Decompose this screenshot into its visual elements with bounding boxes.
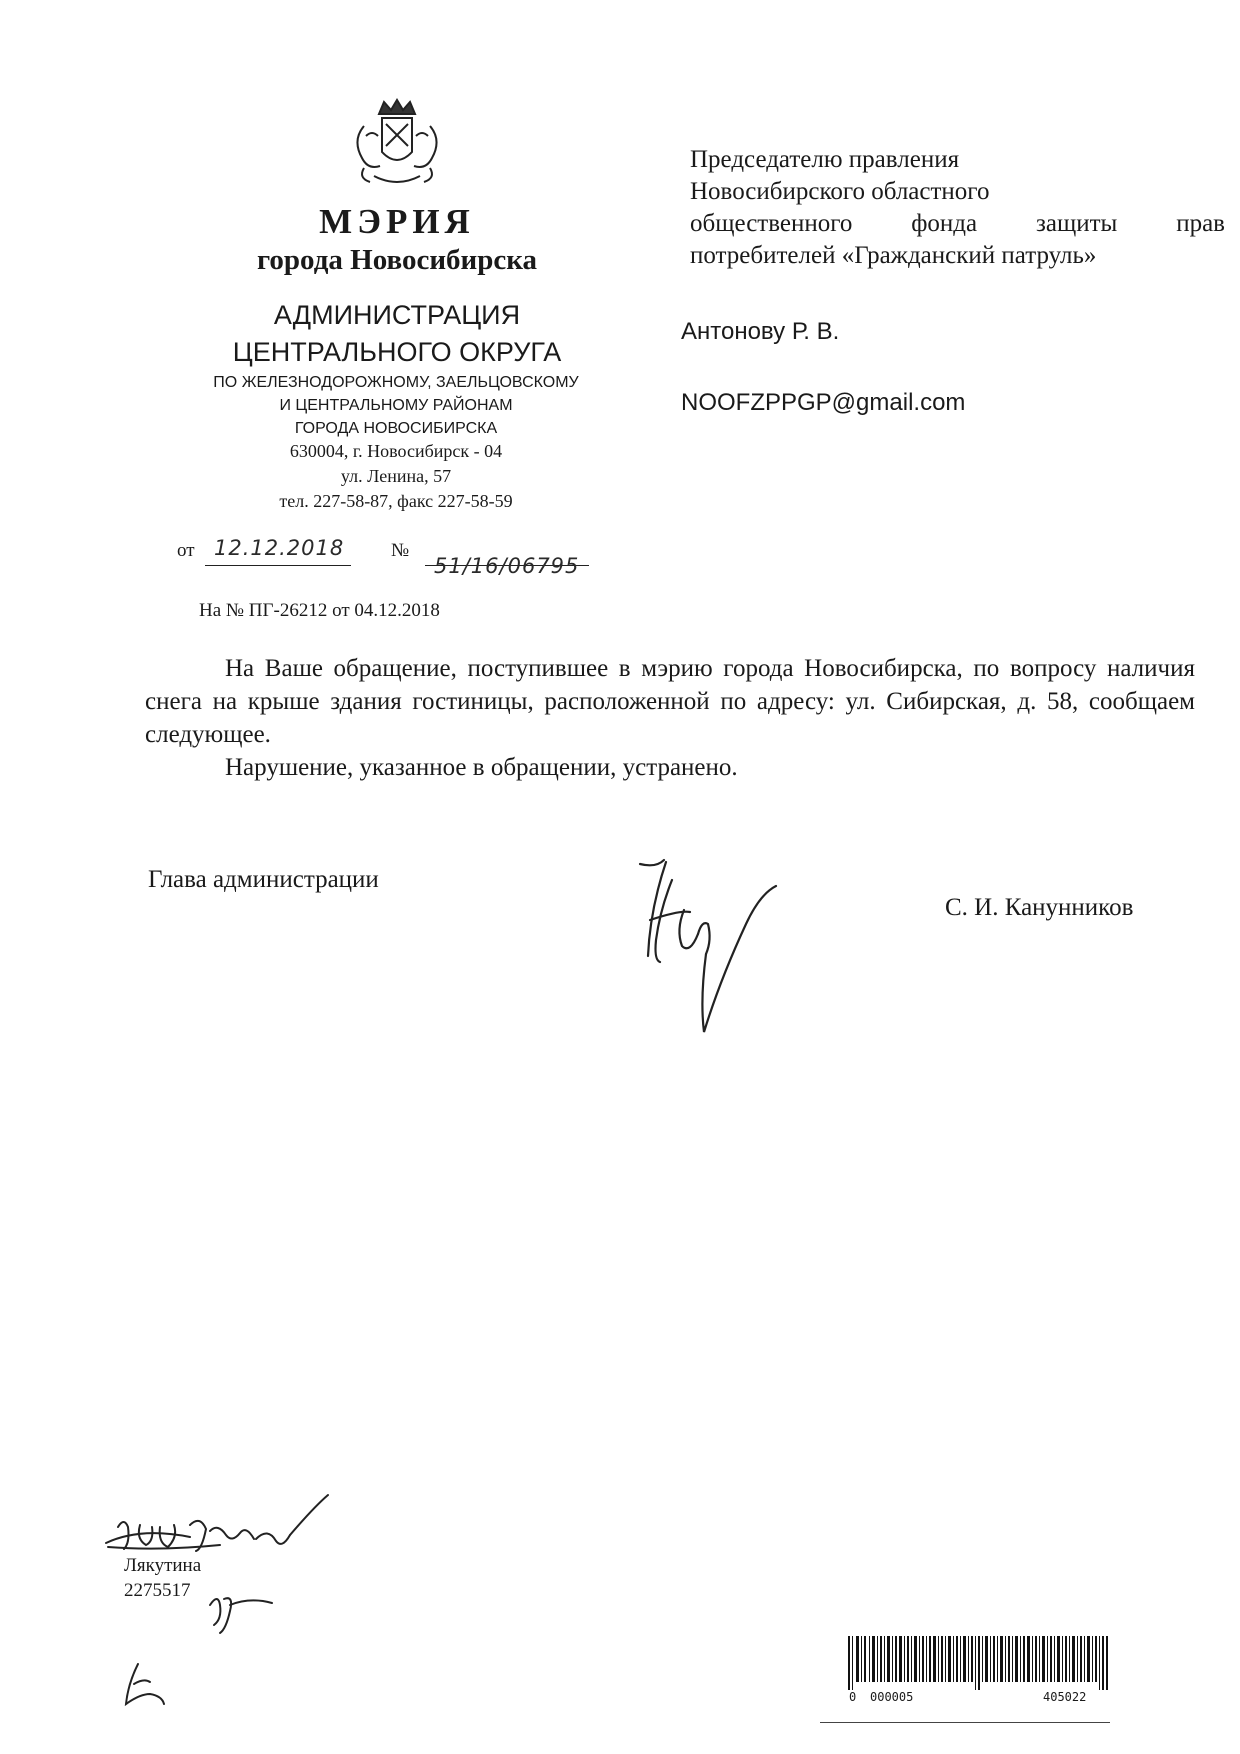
barcode [848,1636,1110,1690]
date-label: от [177,540,195,561]
divider [820,1722,1110,1723]
phone-fax: тел. 227-58-87, факс 227-58-59 [279,491,513,511]
district-subtitle-line: ГОРОДА НОВОСИБИРСКА [294,420,498,437]
signatory-name: С. И. Канунников [945,894,1134,921]
reference-line: На № ПГ-26212 от 04.12.2018 [199,600,440,621]
coat-of-arms-emblem [344,96,450,192]
executor-phone: 2275517 [124,1580,191,1601]
executor-name: Лякутина [124,1555,202,1576]
addressee-name: Антонову Р. В. [681,318,840,345]
mayor-office-title: МЭРИЯ [319,202,475,241]
district-subtitle-line: И ЦЕНТРАЛЬНОМУ РАЙОНАМ [279,397,513,414]
street-address: ул. Ленина, 57 [340,466,452,486]
handwritten-number: 51/16/06795 [434,554,580,578]
barcode-digit: 0 [849,1690,857,1704]
addressee-line: общественного фонда защиты прав [690,210,1225,237]
handwritten-date: 12.12.2018 [214,536,345,560]
barcode-digits: 405022 [1043,1690,1087,1704]
addressee-line: Новосибирского областного [690,178,990,205]
number-label: № [391,540,410,561]
body-paragraph: На Ваше обращение, поступившее в мэрию города Новосибирска, по вопросу наличия снега на крыше здания гостиницы, расположенной по адресу: ул. Сибирская, д. 58, сообщаем следующее. [145,655,1195,748]
handwritten-mark [120,1660,180,1710]
addressee-email: NOOFZPPGP@gmail.com [681,389,966,416]
postal-address: 630004, г. Новосибирск - 04 [289,441,503,461]
letter-body [145,652,1195,784]
addressee-line: Председателю правления [690,146,960,173]
signatory-title: Глава администрации [148,866,379,893]
addressee-line: потребителей «Гражданский патруль» [690,242,1097,269]
district-name: ЦЕНТРАЛЬНОГО ОКРУГА [232,337,562,367]
administration-title: АДМИНИСТРАЦИЯ [273,300,521,330]
handwritten-initials [200,1575,280,1635]
handwritten-signature [620,850,790,1040]
mayor-office-city: города Новосибирска [256,244,538,276]
district-subtitle-line: ПО ЖЕЛЕЗНОДОРОЖНОМУ, ЗАЕЛЬЦОВСКОМУ [213,374,579,391]
barcode-digits: 000005 [870,1690,914,1704]
body-paragraph: Нарушение, указанное в обращении, устранено. [225,754,738,781]
